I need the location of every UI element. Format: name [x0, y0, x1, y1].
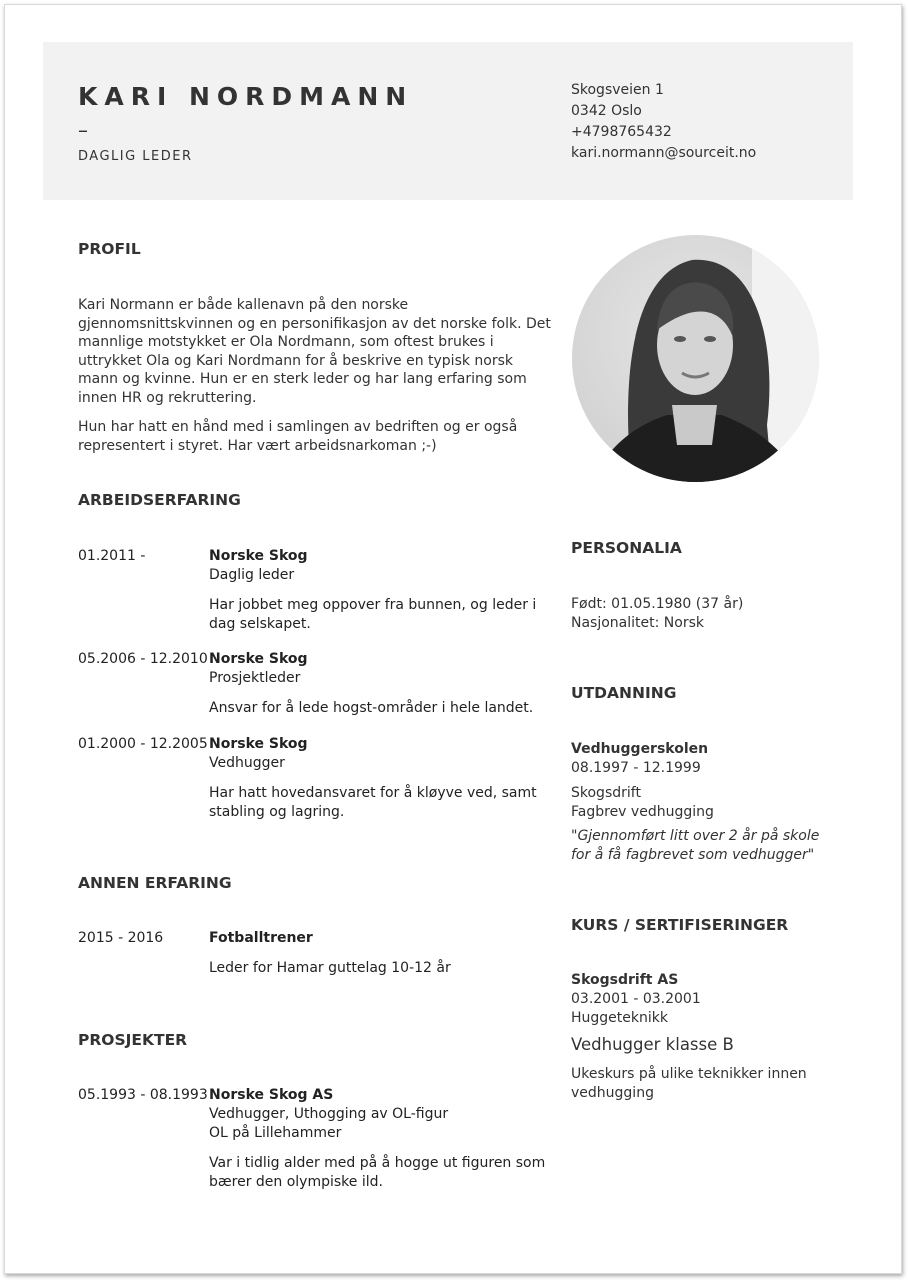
course-topic: Huggeteknikk	[571, 1010, 668, 1026]
course-name: Vedhugger klasse B	[571, 1035, 734, 1054]
cv-header	[43, 42, 853, 200]
personalia-heading: PERSONALIA	[571, 539, 682, 557]
entry-org: Norske Skog	[209, 548, 308, 564]
nationality: Nasjonalitet: Norsk	[571, 615, 704, 631]
arbeid-heading: ARBEIDSERFARING	[78, 491, 241, 509]
entry-role: Vedhugger, Uthogging av OL-figur	[209, 1106, 449, 1122]
prosjekter-heading: PROSJEKTER	[78, 1031, 188, 1049]
education-field: Skogsdrift	[571, 785, 641, 801]
education-quote: "Gjennomført litt over 2 år på skole for å få fagbrevet som vedhugger"	[571, 828, 820, 863]
education-block	[571, 740, 821, 865]
profil-paragraph: Kari Normann er både kallenavn på den norske gjennomsnittskvinnen og en personifikasjon av det norske folk. Det mannlige motstykket er Ola Nordmann, som oftest brukes i uttrykket Ola og Kari Nordmann for å beskrive en typisk norsk mann og kvinne. Hun er en sterk leder og har lang erfaring som innen HR og rekruttering.	[78, 297, 551, 406]
name-dash: –	[78, 118, 88, 142]
person-name: KARI NORDMANN	[78, 82, 414, 111]
entry-org: Norske Skog	[209, 736, 308, 752]
entry-date: 05.1993 - 08.1993	[78, 1087, 208, 1103]
course-org: Skogsdrift AS	[571, 972, 679, 988]
contact-email[interactable]: kari.normann@sourceit.no	[571, 145, 757, 161]
personalia-block	[571, 595, 821, 633]
contact-phone: +4798765432	[571, 124, 672, 140]
entry-org: Fotballtrener	[209, 930, 313, 946]
course-desc: Ukeskurs på ulike teknikker innen vedhugging	[571, 1066, 807, 1101]
entry-date: 05.2006 - 12.2010	[78, 651, 208, 667]
contact-block	[571, 80, 756, 164]
education-degree: Fagbrev vedhugging	[571, 804, 714, 820]
school-period: 08.1997 - 12.1999	[571, 760, 701, 776]
entry-desc: Ansvar for å lede hogst-områder i hele landet.	[209, 700, 534, 716]
school-name: Vedhuggerskolen	[571, 741, 709, 757]
profil-text	[78, 296, 553, 466]
entry-org: Norske Skog AS	[209, 1087, 334, 1103]
contact-address: Skogsveien 1	[571, 82, 664, 98]
entry-desc: Var i tidlig alder med på å hogge ut figuren som bærer den olympiske ild.	[209, 1155, 546, 1190]
entry-desc: Har jobbet meg oppover fra bunnen, og leder i dag selskapet.	[209, 597, 537, 632]
profil-heading: PROFIL	[78, 240, 141, 258]
entry-desc: Leder for Hamar guttelag 10-12 år	[209, 960, 451, 976]
birth-date: Født: 01.05.1980 (37 år)	[571, 596, 744, 612]
profil-paragraph: Hun har hatt en hånd med i samlingen av bedriften og er også representert i styret. Har vært arbeidsnarkoman ;-)	[78, 419, 518, 454]
entry-role: Vedhugger	[209, 755, 285, 771]
entry-date: 01.2000 - 12.2005	[78, 736, 208, 752]
entry-date: 01.2011 -	[78, 548, 146, 564]
annen-heading: ANNEN ERFARING	[78, 874, 232, 892]
entry-role: Daglig leder	[209, 567, 295, 583]
entry-date: 2015 - 2016	[78, 930, 164, 946]
course-period: 03.2001 - 03.2001	[571, 991, 701, 1007]
entry-role: Prosjektleder	[209, 670, 301, 686]
entry-desc: Har hatt hovedansvaret for å kløyve ved, samt stabling og lagring.	[209, 785, 537, 820]
entry-role-2: OL på Lillehammer	[209, 1125, 342, 1141]
contact-city: 0342 Oslo	[571, 103, 642, 119]
utdanning-heading: UTDANNING	[571, 684, 677, 702]
job-title: DAGLIG LEDER	[78, 149, 193, 164]
courses-block	[571, 971, 821, 1103]
kurs-heading: KURS / SERTIFISERINGER	[571, 916, 789, 934]
entry-org: Norske Skog	[209, 651, 308, 667]
profile-photo	[572, 235, 819, 482]
